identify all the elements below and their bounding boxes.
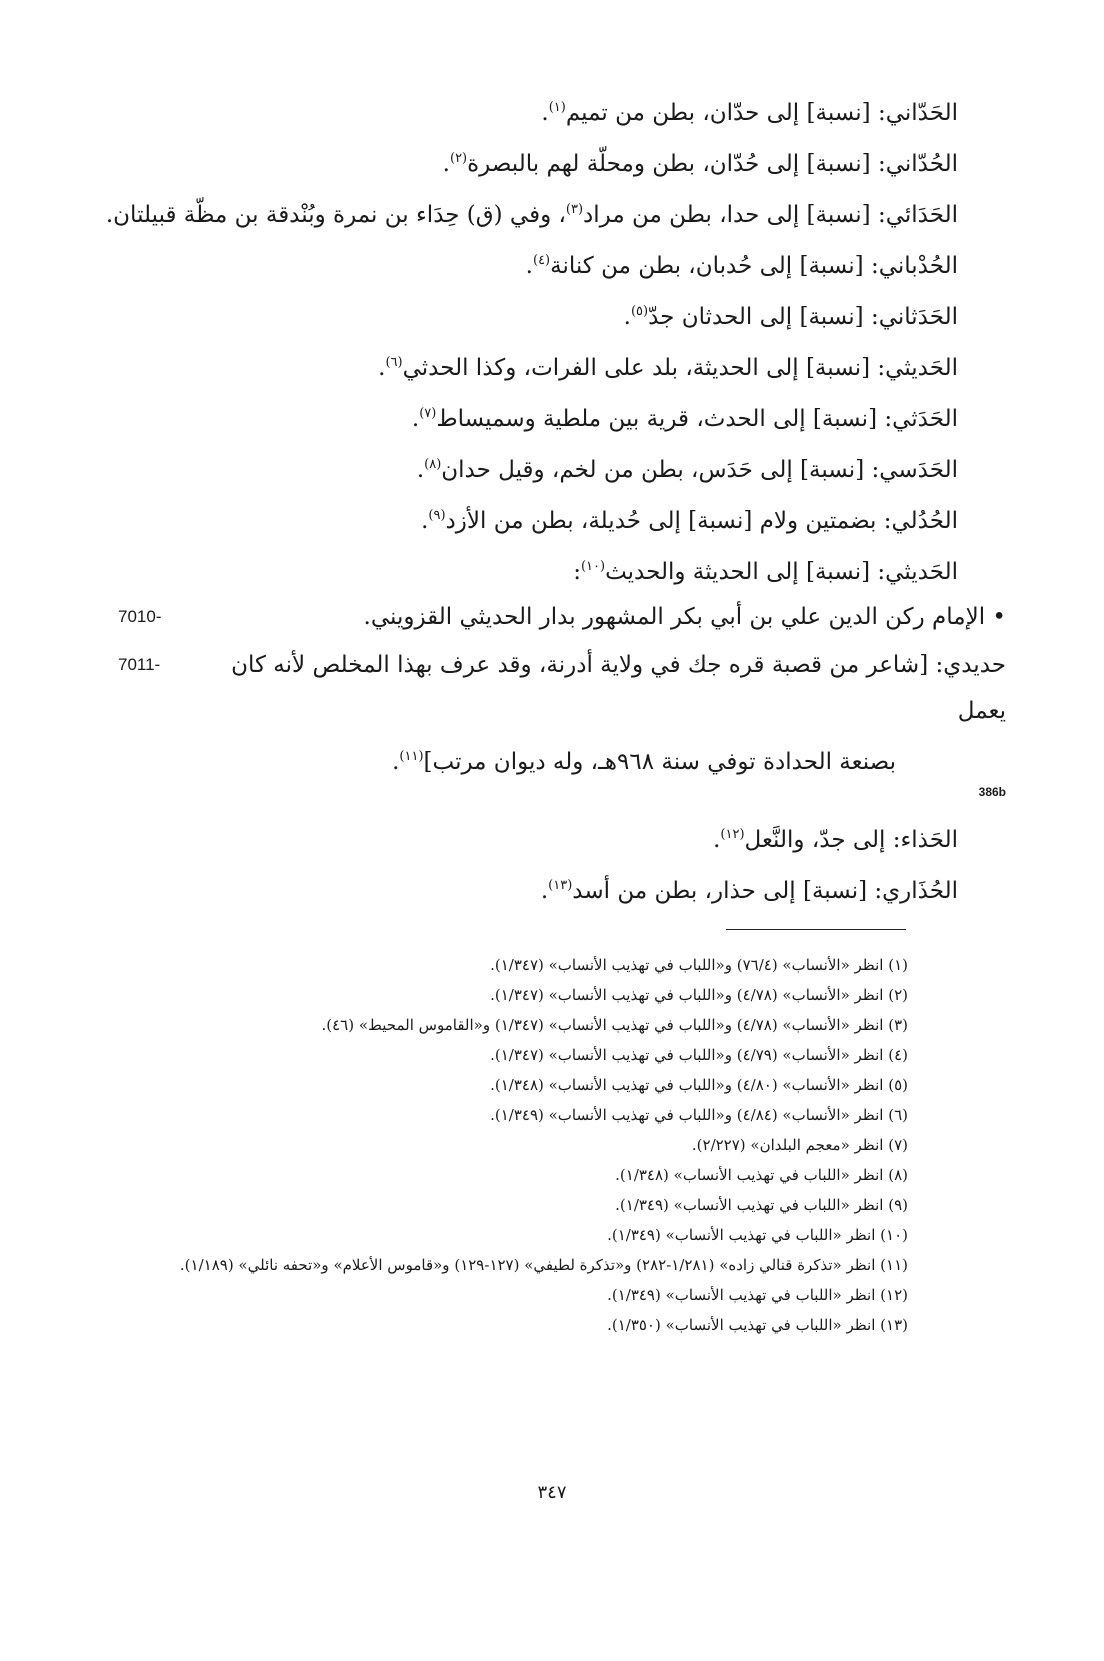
footnote-ref[interactable]: (٢) (449, 151, 468, 166)
footnote-ref[interactable]: (٣) (565, 202, 584, 217)
numbered-entry-text: حديدي: [شاعر من قصبة قره جك في ولاية أدرنة، وقد عرف بهذا المخلص لأنه كان يعمل بصنعة الحدادة توفي سنة ٩٦٨هـ، وله ديوان مرتب]$^{(١١)}$. (231, 652, 1006, 775)
entry-number: 7011- (118, 655, 161, 674)
footnote: (١٠) انظر «اللباب في تهذيب الأنساب» (١/٣٤٩). (607, 1226, 908, 1244)
footnote: (٥) انظر «الأنساب» (٤/٨٠) و«اللباب في تهذيب الأنساب» (١/٣٤٨). (490, 1076, 908, 1094)
entries-section (105, 82, 1006, 911)
entry-line: الحُدُلي: بضمتين ولام [نسبة] إلى حُديلة، بطن من الأزد$^{(٩)}$. (421, 508, 958, 534)
footnote: (١٣) انظر «اللباب في تهذيب الأنساب» (١/٣٥٠). (607, 1316, 908, 1334)
entry-line: الحَدَثي: [نسبة] إلى الحدث، قرية بين ملطية وسميساط$^{(٧)}$. (411, 406, 958, 432)
entry-line: الحَدَسي: [نسبة] إلى حَدَس، بطن من لخم، وقيل حدان$^{(٨)}$. (416, 457, 958, 483)
footnote-ref[interactable]: (٤) (532, 253, 551, 268)
footnotes-section (110, 950, 908, 1340)
footnote: (١٢) انظر «اللباب في تهذيب الأنساب» (١/٣٤٩). (607, 1286, 908, 1304)
footnote-ref[interactable]: (١٠) (580, 559, 606, 574)
entry-line: الحَديثي: [نسبة] إلى الحديثة والحديث$^{(١٠)}$: (573, 559, 958, 585)
numbered-entry-7010 (110, 594, 1006, 640)
footnote-ref[interactable]: (٨) (424, 457, 442, 472)
numbered-entry-7011 (110, 642, 1006, 785)
entry-line: الحَذاء: إلى جدّ، والنَّعل$^{(١٢)}$. (713, 827, 958, 853)
entry-line: الحُدْباني: [نسبة] إلى حُدبان، بطن من كنانة$^{(٤)}$. (525, 253, 958, 279)
footnote: (٢) انظر «الأنساب» (٤/٧٨) و«اللباب في تهذيب الأنساب» (١/٣٤٧). (490, 986, 908, 1004)
entry-line: الحُدّاني: [نسبة] إلى حُدّان، بطن ومحلّة لهم بالبصرة$^{(٢)}$. (442, 151, 958, 177)
entry-line: الحُذَاري: [نسبة] إلى حذار، بطن من أسد$^{(١٣)}$. (540, 878, 958, 904)
footnote-ref[interactable]: (٥) (630, 304, 649, 319)
footnote-ref[interactable]: (٦) (385, 355, 403, 370)
footnote-ref[interactable]: (١) (548, 100, 566, 115)
entry-line: الحَدّاني: [نسبة] إلى حدّان، بطن من تميم$^{(١)}$. (541, 100, 958, 126)
footnote: (١) انظر «الأنساب» (٧٦/٤) و«اللباب في تهذيب الأنساب» (١/٣٤٧). (490, 956, 908, 974)
manuscript-folio-marker: 386b (978, 785, 1006, 799)
footnote: (٨) انظر «اللباب في تهذيب الأنساب» (١/٣٤٨). (615, 1166, 908, 1184)
footnote-separator (726, 929, 906, 930)
entry-line: الحَديثي: [نسبة] إلى الحديثة، بلد على الفرات، وكذا الحدثي$^{(٦)}$. (378, 355, 958, 381)
footnote-ref[interactable]: (٧) (419, 406, 437, 421)
footnote: (٣) انظر «الأنساب» (٤/٧٨) و«اللباب في تهذيب الأنساب» (١/٣٤٧) و«القاموس المحيط» (٤٦). (321, 1016, 908, 1034)
footnote: (٦) انظر «الأنساب» (٤/٨٤) و«اللباب في تهذيب الأنساب» (١/٣٤٩). (490, 1106, 908, 1124)
numbered-entry-text: • الإمام ركن الدين علي بن أبي بكر المشهور بدار الحديثي القزويني. (363, 604, 1006, 630)
footnote: (٧) انظر «معجم البلدان» (٢/٢٢٧). (691, 1136, 908, 1154)
footnote-ref[interactable]: (١٢) (720, 827, 745, 842)
footnote: (٩) انظر «اللباب في تهذيب الأنساب» (١/٣٤٩). (615, 1196, 908, 1214)
footnote: (٤) انظر «الأنساب» (٤/٧٩) و«اللباب في تهذيب الأنساب» (١/٣٤٧). (490, 1046, 908, 1064)
entry-number: 7010- (118, 607, 162, 626)
footnote-ref[interactable]: (١٣) (548, 878, 573, 893)
footnote-ref[interactable]: (٩) (428, 508, 446, 523)
footnote-ref[interactable]: (١١) (399, 749, 424, 764)
page-number: ٣٤٧ (537, 1482, 567, 1503)
footnote: (١١) انظر «تذكرة قنالي زاده» (١/٢٨١-٢٨٢) و«تذكرة لطيفي» (١٢٧-١٢٩) و«قاموس الأعلام» و«تحفه نائلي» (١/١٨٩). (179, 1256, 908, 1274)
entry-line: الحَدَثاني: [نسبة] إلى الحدثان جدّ$^{(٥)}$. (623, 304, 958, 330)
entry-line: الحَدَائي: [نسبة] إلى حدا، بطن من مراد$^{(٣)}$، وفي (ق) حِدَاء بن نمرة وبُنْدقة بن مظّة قبيلتان. (105, 202, 958, 228)
